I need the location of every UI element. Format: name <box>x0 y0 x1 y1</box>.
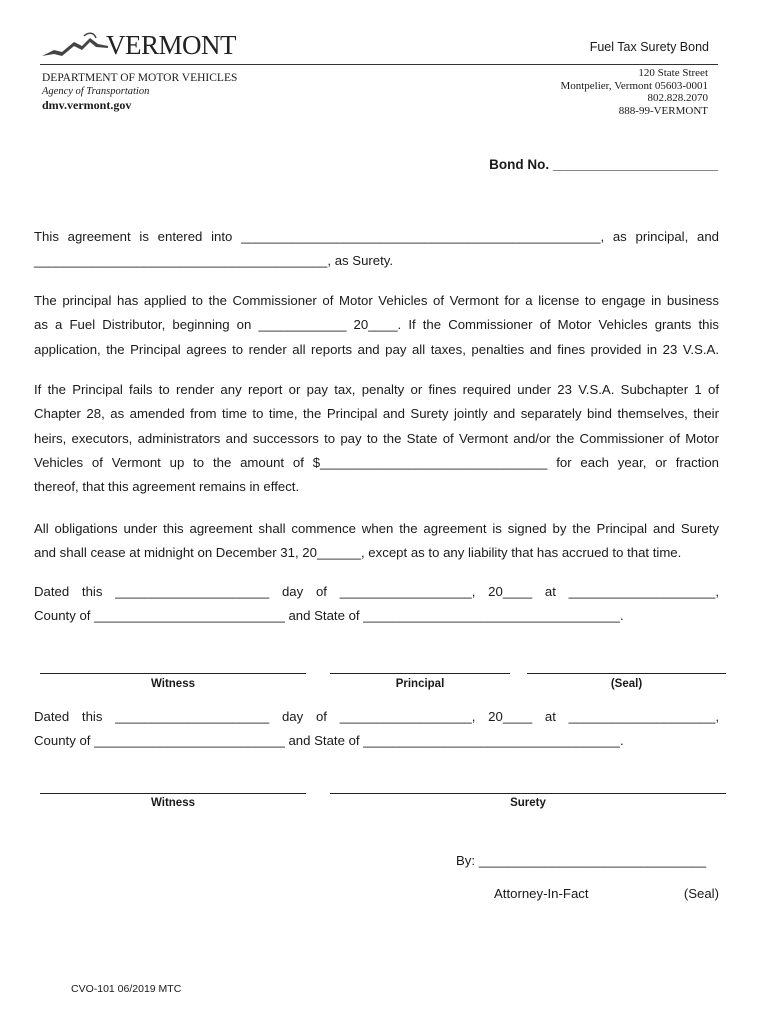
intro-paragraph <box>34 225 719 274</box>
text-line: The principal has applied to the Commissioner of Motor Vehicles of Vermont for a license to engage in business <box>34 293 719 308</box>
agency-name: Agency of Transportation <box>42 86 150 97</box>
text-line: and shall cease at midnight on December 31, 20______, except as to any liability that has accrued to that time. <box>34 545 682 561</box>
principal-label: Principal <box>395 678 445 690</box>
vermont-logo <box>40 30 236 62</box>
address-line: Montpelier, Vermont 05603-0001 <box>560 79 708 92</box>
principal-seal-line[interactable] <box>527 673 726 674</box>
website: dmv.vermont.gov <box>42 98 132 112</box>
brand-wordmark: VERMONT <box>106 30 236 60</box>
text-line: This agreement is entered into _________________________________________________, as principal, and <box>34 229 719 244</box>
license-paragraph <box>34 289 719 362</box>
witness-label: Witness <box>151 678 195 690</box>
dated-line: Dated this _____________________ day of __________________, 20____ at ____________________, <box>34 709 719 724</box>
dated-block-principal <box>34 580 719 629</box>
text-line: If the Principal fails to render any report or pay tax, penalty or fines required under 23 V.S.A. Subchapter 1 of <box>34 382 719 397</box>
obligation-paragraph <box>34 378 719 499</box>
text-line: as a Fuel Distributor, beginning on ____________ 20____. If the Commissioner of Motor Vehicles grants this <box>34 317 719 333</box>
text-line: thereof, that this agreement remains in effect. <box>34 479 300 495</box>
header-rule <box>40 64 718 65</box>
witness-signature-line[interactable] <box>40 673 306 674</box>
address-line: 802.828.2070 <box>647 92 708 105</box>
county-line: County of __________________________ and State of ___________________________________. <box>34 608 624 624</box>
form-code: CVO-101 06/2019 MTC <box>71 983 182 995</box>
attorney-in-fact-label: Attorney-In-Fact <box>494 886 589 901</box>
county-line: County of __________________________ and State of ___________________________________. <box>34 733 624 749</box>
by-line[interactable]: By: _______________________________ <box>456 853 707 868</box>
bond-number: Bond No. ______________________ <box>489 157 718 172</box>
form-title: Fuel Tax Surety Bond <box>589 40 709 54</box>
dated-line: Dated this _____________________ day of __________________, 20____ at ____________________, <box>34 584 719 599</box>
seal-label: (Seal) <box>610 678 643 690</box>
address-block <box>560 67 708 117</box>
address-line: 888-99-VERMONT <box>618 104 708 117</box>
surety-signature-line[interactable] <box>330 793 726 794</box>
attorney-seal-label: (Seal) <box>683 886 719 901</box>
text-line: application, the Principal agrees to render all reports and pay all taxes, penalties and fines provided in 23 V.S.A. <box>34 341 719 357</box>
department-name: DEPARTMENT OF MOTOR VEHICLES <box>42 72 238 84</box>
address-line: 120 State Street <box>638 67 708 79</box>
surety-label: Surety <box>510 797 546 809</box>
text-line: Vehicles of Vermont up to the amount of $_______________________________ for each year, or fraction <box>34 454 719 470</box>
text-line: ________________________________________, as Surety. <box>34 253 394 269</box>
term-paragraph <box>34 517 719 566</box>
text-line: heirs, executors, administrators and successors to pay to the State of Vermont and/or the Commissioner of Motor <box>34 430 719 446</box>
witness-label: Witness <box>151 797 195 809</box>
text-line: Chapter 28, as amended from time to time, the Principal and Surety jointly and separately bind themselves, their <box>34 406 719 422</box>
mountain-logo-icon <box>40 32 110 60</box>
dated-block-surety <box>34 705 719 754</box>
witness-signature-line[interactable] <box>40 793 306 794</box>
principal-signature-line[interactable] <box>330 673 510 674</box>
text-line: All obligations under this agreement shall commence when the agreement is signed by the Principal and Surety <box>34 521 719 536</box>
